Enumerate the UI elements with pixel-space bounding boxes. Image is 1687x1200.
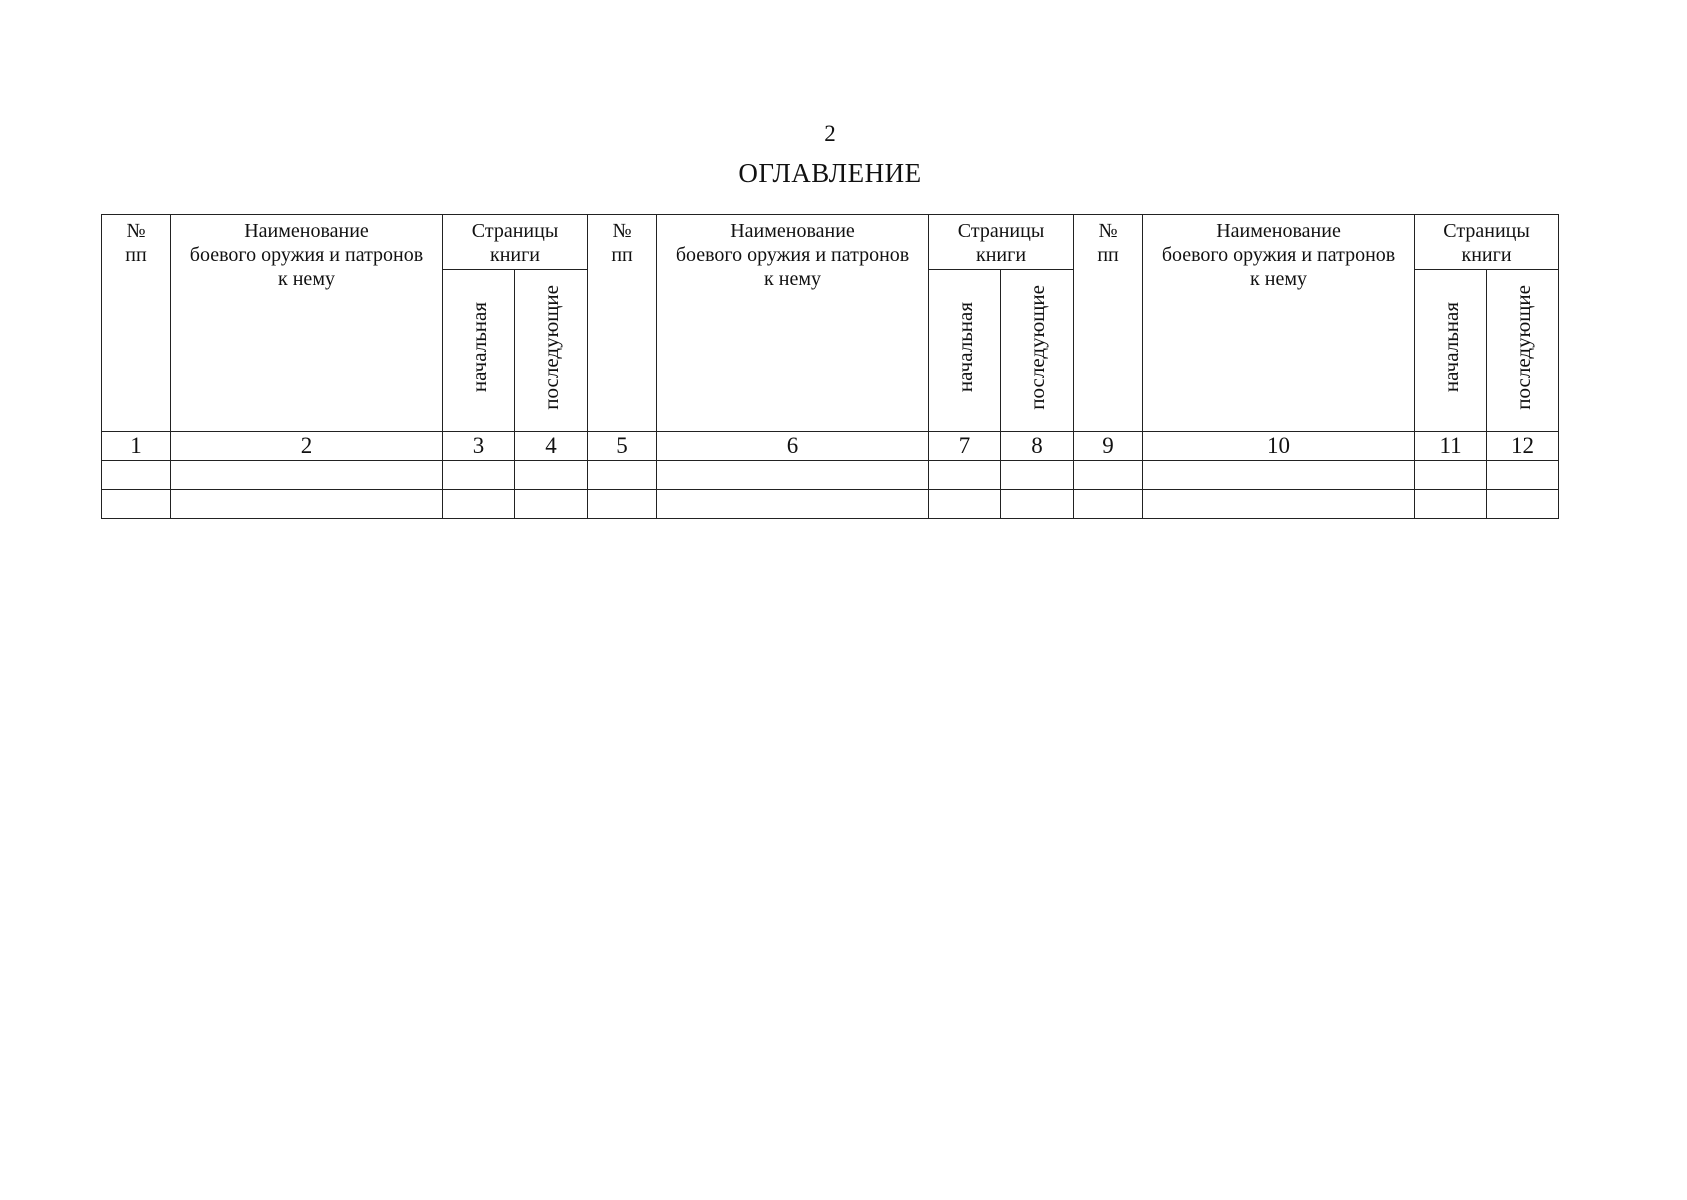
table-row xyxy=(102,490,1559,519)
next-pages-header xyxy=(515,270,588,432)
empty-cell xyxy=(588,461,657,490)
next-pages-header xyxy=(1487,270,1559,432)
empty-cell xyxy=(1143,490,1415,519)
column-number: 8 xyxy=(1001,432,1074,461)
column-number: 9 xyxy=(1074,432,1143,461)
empty-cell xyxy=(1415,490,1487,519)
empty-cell xyxy=(443,490,515,519)
empty-cell xyxy=(1001,461,1074,490)
empty-cell xyxy=(1487,490,1559,519)
column-number: 6 xyxy=(657,432,929,461)
empty-cell xyxy=(1074,461,1143,490)
empty-cell xyxy=(1415,461,1487,490)
start-page-label: начальная xyxy=(952,302,977,393)
column-number: 3 xyxy=(443,432,515,461)
number-column-header: № пп xyxy=(102,215,171,432)
empty-cell xyxy=(1001,490,1074,519)
column-number: 4 xyxy=(515,432,588,461)
number-column-header: № пп xyxy=(1074,215,1143,432)
start-page-header xyxy=(929,270,1001,432)
name-column-header: Наименование боевого оружия и патронов к нему xyxy=(1143,215,1415,432)
empty-cell xyxy=(515,461,588,490)
name-column-header: Наименование боевого оружия и патронов к нему xyxy=(657,215,929,432)
empty-cell xyxy=(171,461,443,490)
empty-cell xyxy=(171,490,443,519)
next-pages-label: последующие xyxy=(1510,285,1535,410)
column-number-row xyxy=(102,432,1559,461)
pages-column-header: Страницы книги xyxy=(1415,215,1559,270)
empty-cell xyxy=(588,490,657,519)
empty-cell xyxy=(1143,461,1415,490)
column-number: 1 xyxy=(102,432,171,461)
next-pages-label: последующие xyxy=(1025,285,1050,410)
table-row xyxy=(102,461,1559,490)
column-number: 10 xyxy=(1143,432,1415,461)
column-number: 5 xyxy=(588,432,657,461)
start-page-label: начальная xyxy=(1438,302,1463,393)
empty-cell xyxy=(102,461,171,490)
empty-cell xyxy=(443,461,515,490)
next-pages-label: последующие xyxy=(539,285,563,410)
empty-cell xyxy=(1487,461,1559,490)
empty-cell xyxy=(657,461,929,490)
empty-cell xyxy=(515,490,588,519)
name-column-header: Наименование боевого оружия и патронов к нему xyxy=(171,215,443,432)
empty-cell xyxy=(929,490,1001,519)
header-row xyxy=(102,215,1559,270)
table-of-contents xyxy=(101,214,1559,519)
start-page-label: начальная xyxy=(466,302,491,393)
pages-column-header: Страницы книги xyxy=(443,215,588,270)
column-number: 2 xyxy=(171,432,443,461)
start-page-header xyxy=(1415,270,1487,432)
empty-cell xyxy=(102,490,171,519)
column-number: 12 xyxy=(1487,432,1559,461)
empty-cell xyxy=(929,461,1001,490)
empty-cell xyxy=(657,490,929,519)
next-pages-header xyxy=(1001,270,1074,432)
document-title: ОГЛАВЛЕНИЕ xyxy=(738,158,922,188)
column-number: 7 xyxy=(929,432,1001,461)
pages-column-header: Страницы книги xyxy=(929,215,1074,270)
start-page-header xyxy=(443,270,515,432)
page-number: 2 xyxy=(824,121,836,146)
empty-cell xyxy=(1074,490,1143,519)
number-column-header: № пп xyxy=(588,215,657,432)
column-number: 11 xyxy=(1415,432,1487,461)
